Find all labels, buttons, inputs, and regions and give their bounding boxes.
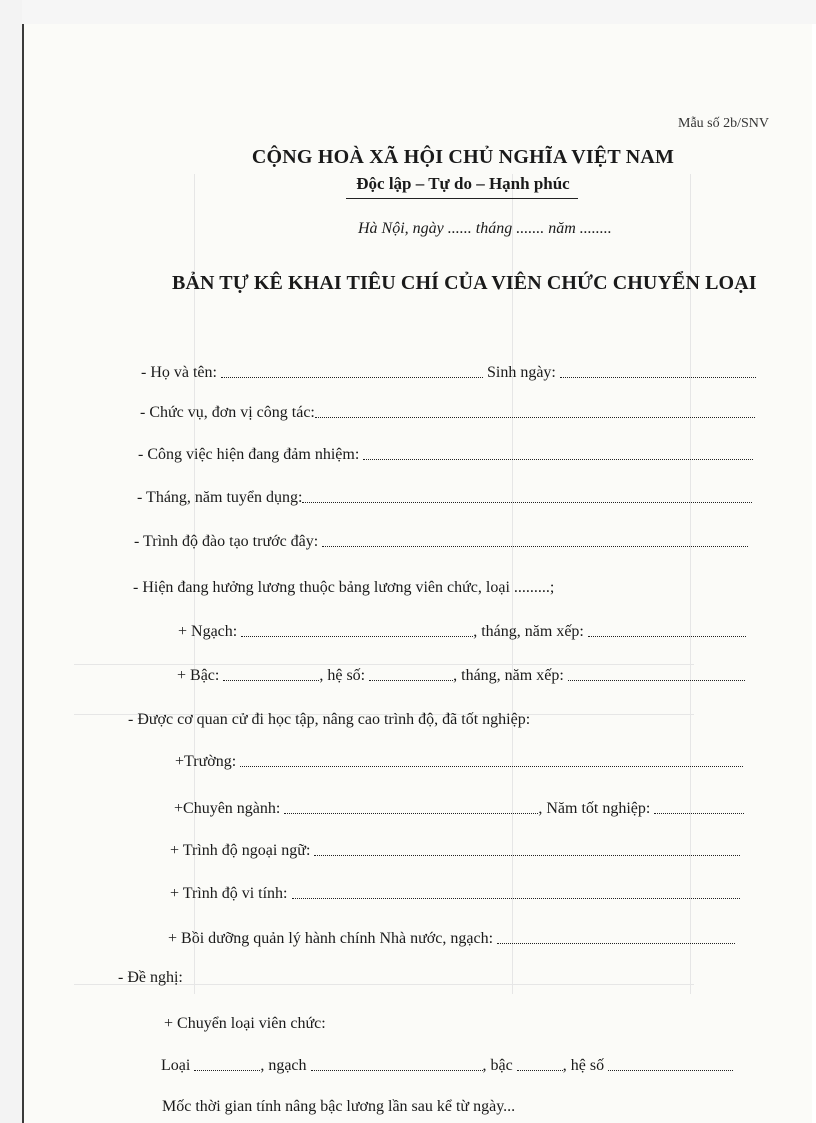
recruit-field[interactable] (302, 501, 752, 503)
proposal-label: - Đề nghị: (118, 969, 183, 986)
step-row (177, 667, 745, 685)
education-label: - Trình độ đào tạo trước đây: (134, 533, 319, 550)
name-row (141, 364, 756, 382)
type-grade-field[interactable] (311, 1069, 483, 1071)
transfer-label: + Chuyển loại viên chức: (164, 1015, 326, 1032)
current-job-field[interactable] (363, 458, 753, 460)
grade-row (178, 623, 746, 641)
school-row (175, 753, 743, 771)
grade-label: + Ngạch: (178, 623, 238, 640)
education-row (134, 533, 748, 551)
recruit-label: - Tháng, năm tuyển dụng: (137, 489, 303, 506)
type-row (161, 1057, 733, 1075)
step-field[interactable] (223, 679, 319, 681)
position-row (140, 404, 755, 422)
transfer-row (164, 1015, 326, 1033)
step-date-field[interactable] (568, 679, 745, 681)
type-coef-label: , hệ số (562, 1057, 605, 1074)
language-label: + Trình độ ngoại ngữ: (170, 842, 311, 859)
step-date-label: , tháng, năm xếp: (453, 667, 564, 684)
dob-label: Sinh ngày: (486, 364, 556, 381)
type-field[interactable] (194, 1069, 260, 1071)
salary-label: - Hiện đang hưởng lương thuộc bảng lương viên chức, loại .........; (133, 579, 555, 596)
grade-date-label: , tháng, năm xếp: (473, 623, 584, 640)
major-row (174, 800, 744, 818)
timeline-label: Mốc thời gian tính nâng bậc lương lần sau kể từ ngày... (162, 1098, 516, 1115)
position-label: - Chức vụ, đơn vị công tác: (140, 404, 315, 421)
dob-field[interactable] (560, 376, 756, 378)
proposal-row (118, 969, 183, 987)
language-row (170, 842, 740, 860)
country-name: CỘNG HOÀ XÃ HỘI CHỦ NGHĨA VIỆT NAM (251, 146, 675, 168)
training-row (128, 711, 530, 729)
timeline-row (162, 1098, 515, 1116)
position-field[interactable] (315, 416, 755, 418)
bleed-through-line (690, 174, 691, 994)
admin-row (168, 930, 735, 948)
document-title: BẢN TỰ KÊ KHAI TIÊU CHÍ CỦA VIÊN CHỨC CHUYỂN LOẠI (172, 272, 757, 294)
major-field[interactable] (284, 812, 538, 814)
type-step-label: , bậc (482, 1057, 513, 1074)
scan-top-margin (22, 0, 816, 24)
current-job-label: - Công việc hiện đang đảm nhiệm: (138, 446, 360, 463)
admin-label: + Bồi dưỡng quản lý hành chính Nhà nước, ngạch: (168, 930, 494, 947)
major-label: +Chuyên ngành: (174, 800, 281, 817)
step-label: + Bậc: (177, 667, 220, 684)
type-grade-label: , ngạch (260, 1057, 307, 1074)
recruit-row (137, 489, 752, 507)
coef-label: , hệ số: (319, 667, 366, 684)
training-label: - Được cơ quan cử đi học tập, nâng cao trình độ, đã tốt nghiệp: (128, 711, 531, 728)
type-step-field[interactable] (517, 1069, 563, 1071)
place-date-line: Hà Nội, ngày ...... tháng ....... năm ........ (358, 220, 612, 237)
language-field[interactable] (314, 854, 740, 856)
coef-field[interactable] (369, 679, 453, 681)
education-field[interactable] (322, 545, 748, 547)
form-code: Mẫu số 2b/SNV (678, 116, 770, 131)
grad-year-field[interactable] (654, 812, 744, 814)
bleed-through-line (74, 664, 694, 665)
name-field[interactable] (221, 376, 483, 378)
it-field[interactable] (292, 897, 741, 899)
grade-field[interactable] (241, 635, 473, 637)
grad-year-label: , Năm tốt nghiệp: (538, 800, 651, 817)
it-label: + Trình độ vi tính: (170, 885, 288, 902)
salary-row (133, 579, 554, 597)
school-field[interactable] (240, 765, 743, 767)
grade-date-field[interactable] (588, 635, 746, 637)
motto-underline (346, 198, 578, 199)
current-job-row (138, 446, 753, 464)
name-label: - Họ và tên: (141, 364, 217, 381)
admin-field[interactable] (497, 942, 735, 944)
it-row (170, 885, 740, 903)
type-coef-field[interactable] (608, 1069, 733, 1071)
national-motto: Độc lập – Tự do – Hạnh phúc (356, 174, 570, 193)
type-label: Loại (161, 1057, 191, 1074)
school-label: +Trường: (175, 753, 237, 770)
